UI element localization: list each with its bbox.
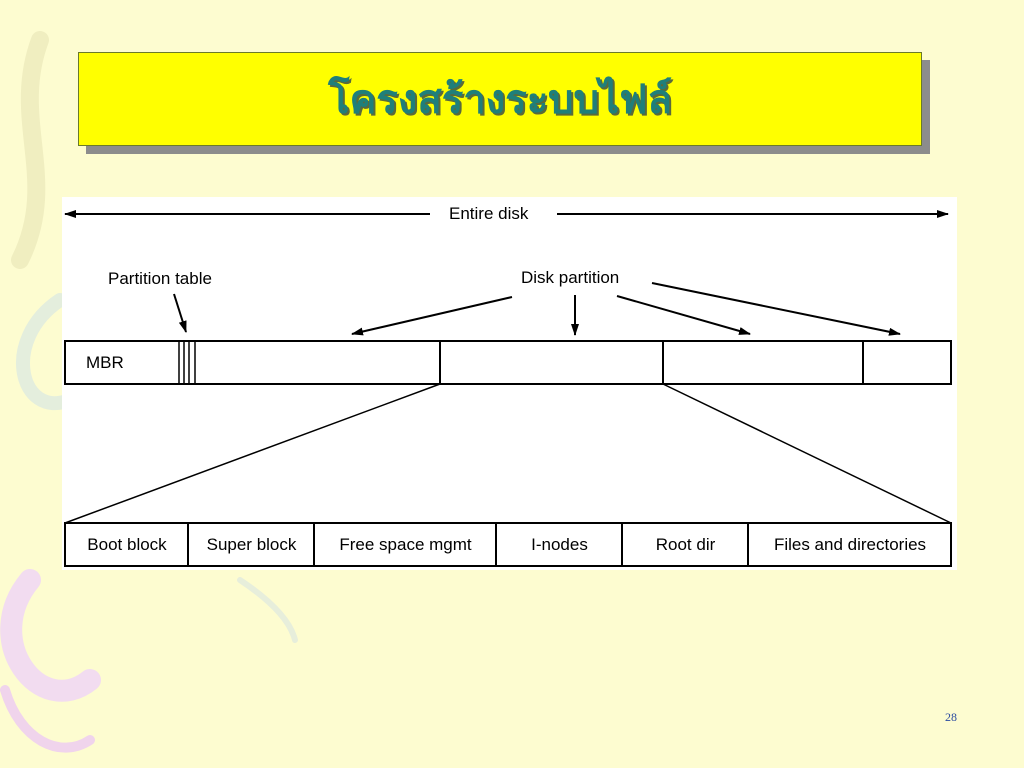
disk-partition-arrow-4 — [652, 283, 900, 334]
slide-title: โครงสร้างระบบไฟล์ — [328, 76, 672, 123]
title-banner — [78, 52, 922, 146]
disk-partition-label: Disk partition — [521, 268, 620, 287]
partition-table-arrow — [174, 294, 186, 332]
disk-partition-arrow-3 — [617, 296, 750, 334]
expansion-line-right — [663, 384, 951, 523]
free-space-mgmt-cell: Free space mgmt — [339, 535, 472, 554]
super-block-cell: Super block — [206, 535, 297, 554]
i-nodes-cell: I-nodes — [531, 535, 588, 554]
boot-block-cell: Boot block — [87, 535, 167, 554]
root-dir-cell: Root dir — [655, 535, 716, 554]
disk-bar — [65, 341, 951, 384]
diagram-lines — [62, 197, 957, 570]
files-and-directories-cell: Files and directories — [773, 535, 927, 554]
page-number: 28 — [945, 710, 957, 724]
disk-partition-arrow-1 — [352, 297, 512, 334]
file-system-diagram — [62, 197, 957, 570]
partition-table-label: Partition table — [108, 269, 212, 288]
entire-disk-label: Entire disk — [445, 204, 532, 224]
expansion-line-left — [65, 384, 440, 523]
mbr-label: MBR — [86, 353, 124, 372]
